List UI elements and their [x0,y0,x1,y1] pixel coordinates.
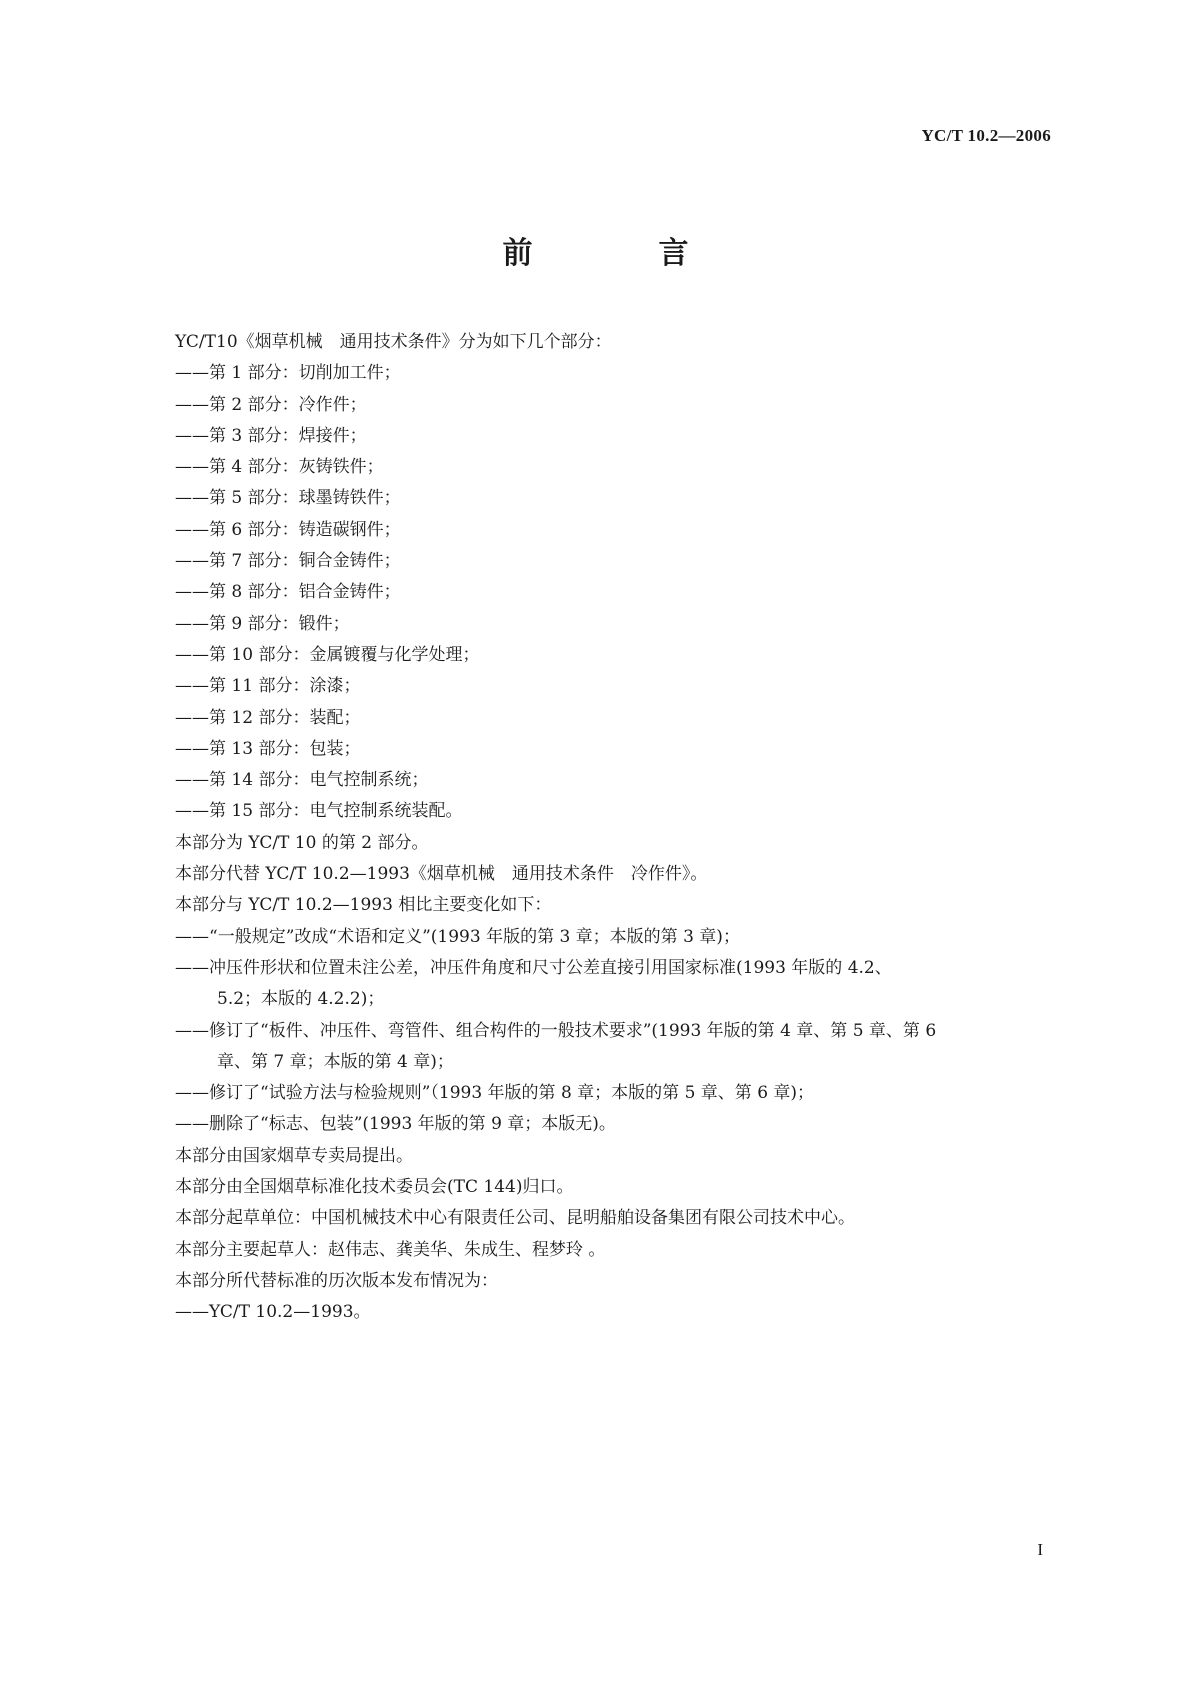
list-item: ——修订了“试验方法与检验规则”（1993 年版的第 8 章；本版的第 5 章、第 6 章)； [175,1083,815,1104]
list-item: ——第 7 部分：铜合金铸件； [175,551,401,572]
list-item: ——第 5 部分：球墨铸铁件； [175,488,401,509]
paragraph-line: 本部分由国家烟草专卖局提出。 [175,1145,413,1166]
standard-code: YC/T 10.2—2006 [921,126,1051,145]
paragraph-line: 本部分代替 YC/T 10.2—1993《烟草机械 通用技术条件 冷作件》。 [175,864,708,885]
list-item: ——第 15 部分：电气控制系统装配。 [175,801,463,822]
paragraph-line: 本部分主要起草人：赵伟志、龚美华、朱成生、程梦玲 。 [175,1239,606,1260]
list-item: ——第 6 部分：铸造碳钢件； [175,519,401,540]
list-item: ——冲压件形状和位置未注公差，冲压件角度和尺寸公差直接引用国家标准(1993 年版的 4.2、 [175,957,892,978]
list-item: ——第 8 部分：铝合金铸件； [175,582,401,603]
paragraph-line: 本部分由全国烟草标准化技术委员会(TC 144)归口。 [175,1177,574,1198]
list-item: ——删除了“标志、包装”(1993 年版的第 9 章；本版无)。 [175,1114,616,1135]
paragraph-line: YC/T10《烟草机械 通用技术条件》分为如下几个部分： [175,332,612,352]
paragraph-line: 本部分与 YC/T 10.2—1993 相比主要变化如下： [175,895,552,916]
list-item: ——第 2 部分：冷作件； [175,394,367,415]
list-item: ——第 10 部分：金属镀覆与化学处理； [175,644,480,665]
list-item-continuation: 5.2；本版的 4.2.2)； [217,989,385,1010]
paragraph-line: 本部分起草单位：中国机械技术中心有限责任公司、昆明船舶设备集团有限公司技术中心。 [175,1208,855,1229]
list-item: ——第 4 部分：灰铸铁件； [175,457,384,478]
list-item: ——第 14 部分：电气控制系统； [175,770,429,791]
list-item: ——第 12 部分：装配； [175,707,361,728]
list-item: ——第 9 部分：锻件； [175,613,350,634]
paragraph-line: 本部分所代替标准的历次版本发布情况为： [175,1270,498,1291]
list-item: ——第 11 部分：涂漆； [175,676,361,697]
paragraph-line: 本部分为 YC/T 10 的第 2 部分。 [175,832,429,853]
page-title: 前 言 [502,236,737,271]
list-item: ——修订了“板件、冲压件、弯管件、组合构件的一般技术要求”(1993 年版的第 4 章、第 5 章、第 6 [175,1020,937,1041]
list-item: ——YC/T 10.2—1993。 [175,1302,371,1323]
list-item-continuation: 章、第 7 章；本版的第 4 章)； [217,1051,454,1072]
page-number: I [1037,1540,1043,1559]
list-item: ——第 3 部分：焊接件； [175,425,367,446]
list-item: ——“一般规定”改成“术语和定义”(1993 年版的第 3 章；本版的第 3 章)； [175,926,740,947]
foreword-body [175,327,1065,1329]
list-item: ——第 1 部分：切削加工件； [175,363,401,384]
list-item: ——第 13 部分：包装； [175,738,361,759]
